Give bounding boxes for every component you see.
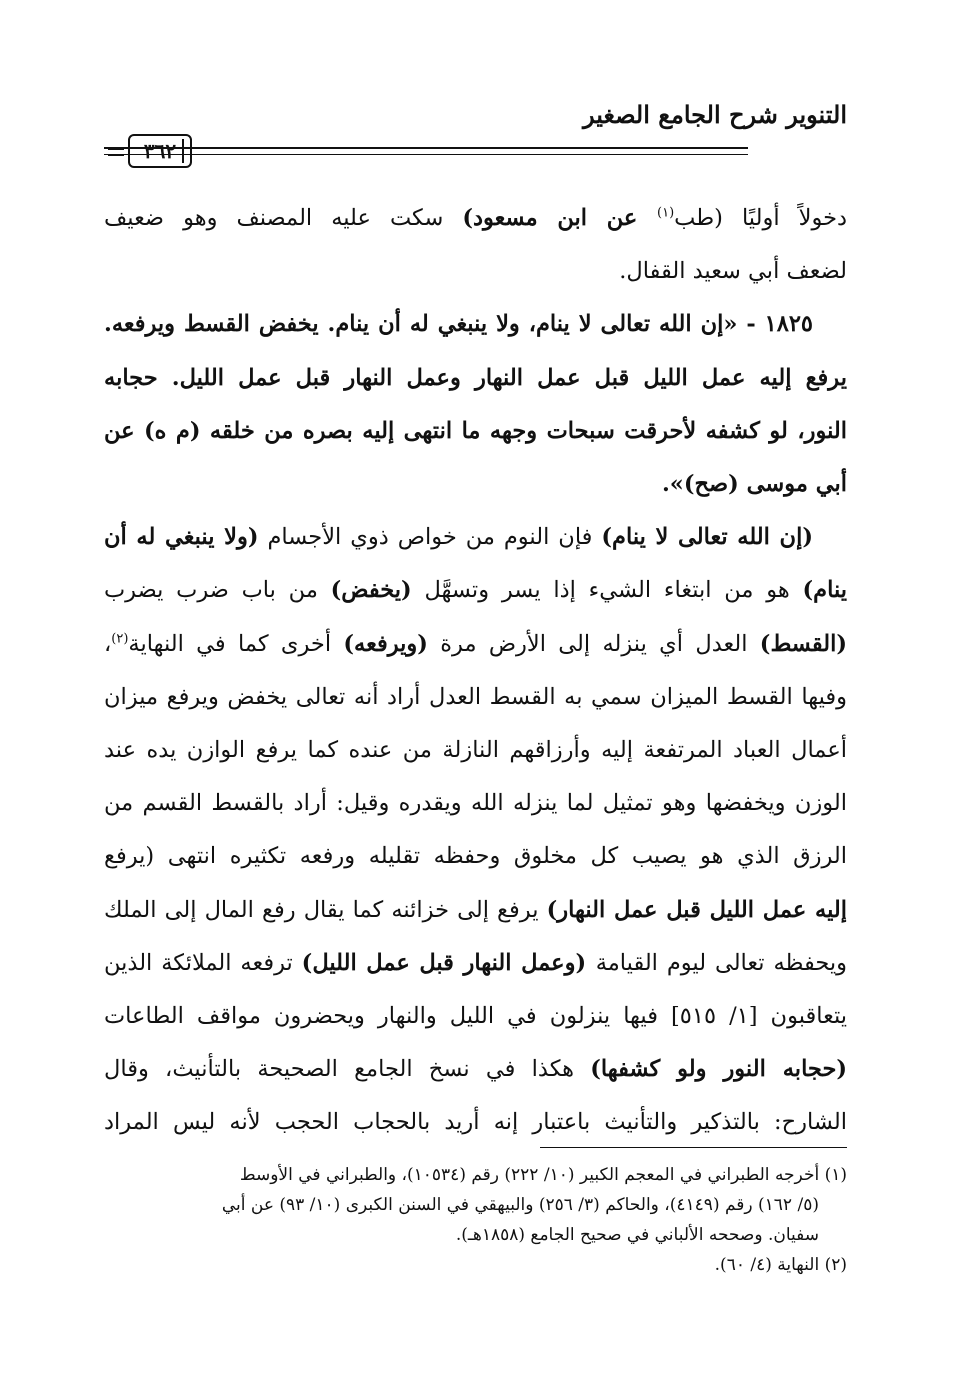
text-line-1: دخولاً أوليًا (طب$^{(١)}$ عن ابن مسعود) سكت عليه المصنف وهو ضعيف — [104, 205, 847, 231]
header-rule-end — [108, 148, 124, 156]
commentary-line-4: وفيها القسط الميزان سمي به القسط العدل أراد أنه تعالى يخفض ويرفع ميزان — [104, 683, 847, 710]
text-line-2: لضعف أبي سعيد القفال. — [619, 258, 847, 285]
commentary-line-2: ينام) هو من ابتغاء الشيء إذا يسر وتسهَّل (يخفض) من باب ضرب يضرب — [104, 577, 847, 604]
commentary-line-6: الوزن ويخفضها وهو تمثيل لما ينزله الله ويقدره وقيل: أراد بالقسط القسم من — [104, 790, 847, 817]
hadith-line-3: النور، لو كشفه لأحرقت سبحات وجهه ما انتهى إليه بصره من خلقه (م ه) عن — [104, 417, 847, 444]
footnote-2: (٢) النهاية (٤/ ٦٠). — [714, 1255, 847, 1275]
commentary-line-7: الرزق الذي هو يصيب كل مخلوق وحفظه تقليله ورفعه تكثيره انتهى (يرفع — [104, 843, 847, 870]
footnote-separator — [540, 1147, 847, 1148]
commentary-line-5: أعمال العباد المرتفعة إليه وأرزاقهم النازلة من عنده كما يرفع الوازن يده عند — [104, 737, 847, 764]
commentary-line-10: يتعاقبون [١/ ٥١٥] فيها ينزلون في الليل والنهار ويحضرون مواقف الطاعات — [104, 1003, 848, 1030]
commentary-line-8: إليه عمل الليل قبل عمل النهار) يرفع إلى خزائنه كما يقال رفع المال إلى الملك — [104, 896, 847, 923]
header-rule — [104, 147, 748, 155]
commentary-line-1: (إن الله تعالى لا ينام) فإن النوم من خواص ذوي الأجسام (ولا ينبغي له أن — [104, 524, 813, 551]
hadith-line-4: أبي موسى (صح)». — [661, 471, 847, 498]
footnote-ref-2[interactable]: (٢) — [111, 631, 129, 647]
running-title: التنوير شرح الجامع الصغير — [583, 100, 847, 129]
footnote-1-line-2: (٥/ ١٦٢) رقم (٤١٤٩)، والحاكم (٣/ ٢٥٦) والبيهقي في السنن الكبرى (١٠/ ٩٣) عن أبي — [221, 1195, 819, 1215]
footnote-1-line-1: (١) أخرجه الطبراني في المعجم الكبير (١٠/ ٢٢٢) رقم (١٠٥٣٤)، والطبراني في الأوسط — [239, 1165, 847, 1185]
commentary-line-3: (القسط) العدل أي ينزله إلى الأرض مرة (ويرفعه) أخرى كما في النهاية$^{(٢)}$، — [104, 630, 848, 657]
main-text — [104, 192, 847, 1150]
commentary-line-12: الشارح: بالتذكير والتأنيث باعتبار إنه أريد بالحجاب الحجب لأنه ليس المراد — [104, 1109, 847, 1136]
hadith-line-2: يرفع إليه عمل الليل قبل عمل النهار وعمل النهار قبل عمل الليل. حجابه — [104, 364, 847, 391]
footnotes — [104, 1160, 847, 1280]
footnote-ref-1[interactable]: (١) — [657, 205, 675, 221]
footnote-1-line-3: سفيان. وصححه الألباني في صحيح الجامع (١٨٥٨هـ). — [455, 1225, 819, 1245]
page-number: ٣٦٢ — [128, 134, 192, 168]
hadith-line-1: ١٨٢٥ - «إن الله تعالى لا ينام، ولا ينبغي له أن ينام. يخفض القسط ويرفعه. — [104, 311, 813, 338]
commentary-line-11: (حجابه النور ولو كشفها) هكذا في نسخ الجامع الصحيحة بالتأنيث، وقال — [104, 1056, 847, 1083]
commentary-line-9: ويحفظه تعالى ليوم القيامة (وعمل النهار قبل عمل الليل) ترفعه الملائكة الذين — [104, 949, 847, 976]
